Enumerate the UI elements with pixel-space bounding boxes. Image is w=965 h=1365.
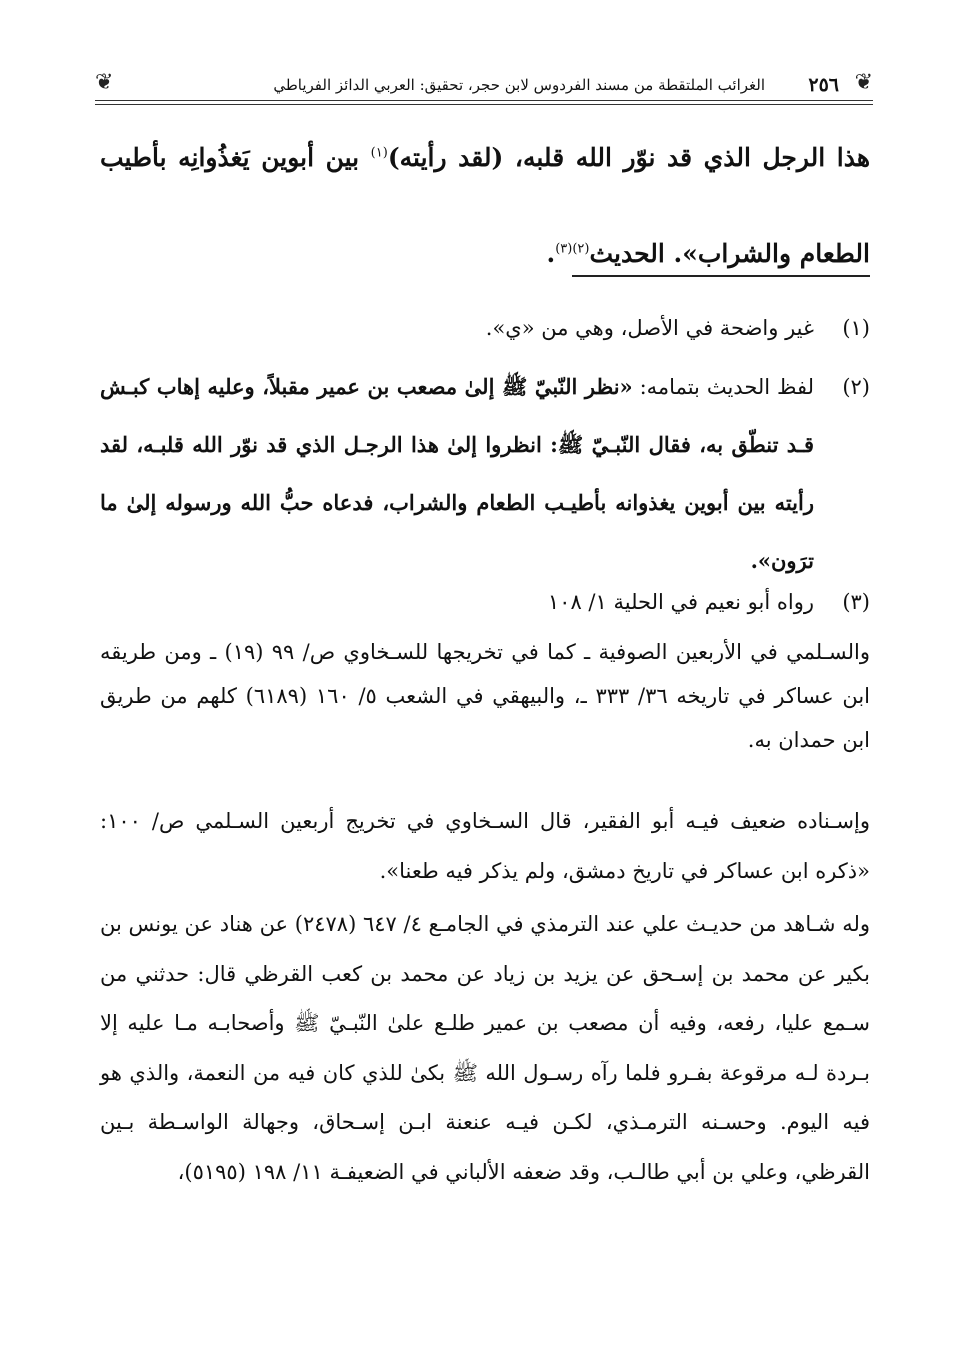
hadith-quote: «نظر النّبيّ ﷺ إلىٰ مصعب بن عمير مقبلاً، وعليه إهاب كبـش قـد تنطّق به، فقال النّبـيّ ﷺ: انظروا إلىٰ هذا الرجـل الذي قد نوّر الله قلبـه، لقد رأيته بين أبوين يغذوانه بأطيـب الطعام والشراب، فدعاه حبُّ الله ورسوله إلىٰ ما ترَون». bbox=[100, 374, 814, 573]
page-number: ٢٥٦ bbox=[808, 74, 839, 96]
floral-ornament-icon: ❦ bbox=[854, 70, 873, 95]
paragraph-3: وله شـاهد من حديـث علي عند الترمذي في الجامـع ٤/ ٦٤٧ (٢٤٧٨) عن هناد عن يونس بن بكير عن محمد بن إسـحق عن يزيد بن زياد عن محمد بن كعب القرظي قال: حدثني من سـمع عليا، رفعه، وفيه أن مصعب بن عمير طلـع علىٰ النّبـيّ ﷺ وأصحابـه مـا عليه إلا بـردة لـه مرقوعة بفـرو فلما رآه رسـول الله ﷺ بكىٰ للذي كان فيه من النعمة، والذي هو فيه اليوم. وحسـنه الترمـذي، لكـن فيـه عنعنة ابـن إسـحاق، وجهالة الواسـطة بـين القرظي، وعلي بن أبي طالـب، وقد ضعفه الألباني في الضعيفـة ١١/ ١٩٨ (٥١٩٥)، bbox=[100, 912, 870, 1184]
footnote-1 bbox=[100, 306, 870, 350]
paragraph-2: وإسـناده ضعيف فيـه أبو الفقير، قال السـخاوي في تخريج أربعين السـلمي ص/ ١٠٠: «ذكره ابن عساكر في تاريخ دمشق، ولم يذكر فيه طعنا». bbox=[100, 809, 870, 883]
footnote-ref-1[interactable]: (١) bbox=[370, 145, 388, 161]
footnote-prefix: لفظ الحديث بتمامه: bbox=[632, 375, 814, 399]
main-text-line-2: الطعام والشراب». الحديث$^{(٢)(٣)}$. bbox=[546, 239, 870, 268]
footnote-3 bbox=[100, 580, 870, 624]
header-rule bbox=[95, 104, 873, 105]
running-title: الغرائب الملتقطة من مسند الفردوس لابن حجر، تحقيق: العربي الدائز الفرياطي bbox=[273, 76, 765, 94]
floral-ornament-icon: ❦ bbox=[95, 70, 114, 95]
footnote-2 bbox=[100, 358, 870, 590]
footnote-number: (١) bbox=[842, 316, 870, 340]
main-text-line-1: هذا الرجل الذي قد نوّر الله قلبه، (لقد رأيته)$^{(١)}$ بين أبوين يَغذُوانِه بأطيب bbox=[100, 143, 870, 172]
footnote-number: (٢) bbox=[842, 375, 870, 399]
footnote-ref-2[interactable]: (٢) bbox=[572, 241, 590, 257]
footnote-number: (٣) bbox=[842, 590, 870, 614]
paragraph-1: والسـلمي في الأربعين الصوفية ـ كما في تخريجها للسـخاوي ص/ ٩٩ (١٩) ـ ومن طريقه ابن عساكر في تاريخه ٣٦/ ٣٣٣ ـ، والبيهقي في الشعب ٥/ ١٦٠ (٦١٨٩) كلهم من طريق ابن حمدان به. bbox=[100, 640, 870, 752]
header-rule bbox=[95, 100, 873, 101]
footnote-text: رواه أبو نعيم في الحلية ١/ ١٠٨ bbox=[547, 590, 814, 614]
footnote-ref-3[interactable]: (٣) bbox=[555, 241, 573, 257]
footnote-text: غير واضحة في الأصل، وهي من «ي». bbox=[485, 316, 814, 340]
page-header bbox=[95, 70, 873, 104]
footnote-separator bbox=[572, 275, 870, 277]
